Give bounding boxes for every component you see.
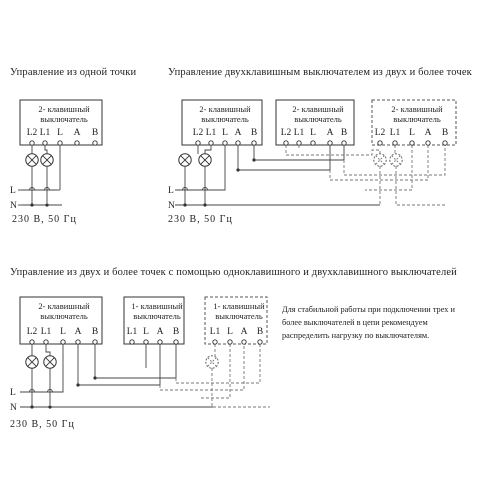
terminal-circle	[311, 141, 315, 145]
terminal-circle	[342, 141, 346, 145]
terminal-label: A	[156, 327, 164, 337]
terminal-circle	[130, 340, 134, 344]
junction-dot	[252, 158, 255, 161]
switch-title: выключатель	[201, 114, 249, 124]
wire	[212, 368, 270, 407]
note-line-1: Для стабильной работы при подключении трех и	[282, 305, 455, 314]
terminal-label: L	[143, 327, 149, 337]
terminal-label: L2	[192, 128, 204, 138]
terminal-label: L1	[39, 128, 51, 138]
terminal-label: L1	[209, 327, 221, 337]
terminal-circle	[93, 141, 97, 145]
terminal-circle	[76, 340, 80, 344]
terminal-label: L	[310, 128, 316, 138]
terminal-label: L	[57, 128, 63, 138]
terminal-label: B	[340, 128, 348, 138]
phase-label: L	[168, 186, 174, 196]
note-line-2: более выключателей в цепи рекомендуем	[282, 318, 428, 327]
terminal-label: L	[227, 327, 233, 337]
wire	[238, 145, 330, 170]
terminal-label: B	[91, 327, 99, 337]
terminal-label: A	[73, 128, 81, 138]
switch-title: 2- клавишный	[38, 301, 90, 311]
junction-dot	[93, 376, 96, 379]
lamp-icon	[206, 356, 218, 368]
lamp-icon	[390, 154, 402, 166]
wire	[45, 145, 47, 154]
voltage-label: 230 В, 50 Гц	[12, 214, 77, 225]
terminal-circle	[30, 141, 34, 145]
terminal-circle	[242, 340, 246, 344]
terminal-circle	[158, 340, 162, 344]
terminal-label: A	[240, 327, 248, 337]
wire	[78, 344, 160, 385]
terminal-label: L	[409, 128, 415, 138]
terminal-circle	[44, 340, 48, 344]
wire	[175, 145, 225, 190]
wire	[365, 145, 412, 190]
voltage-label: 230 В, 50 Гц	[10, 419, 75, 430]
switch-title: 1- клавишный	[213, 301, 265, 311]
terminal-label: L2	[26, 128, 38, 138]
terminal-label: L1	[205, 128, 217, 138]
voltage-label: 230 В, 50 Гц	[168, 214, 233, 225]
terminal-circle	[410, 141, 414, 145]
switch-title: 2- клавишный	[38, 104, 90, 114]
wire	[286, 145, 380, 155]
terminal-circle	[328, 141, 332, 145]
terminal-label: B	[250, 128, 258, 138]
terminal-label: L1	[293, 128, 305, 138]
note-line-3: распределить нагрузку по выключателям.	[282, 331, 430, 340]
terminal-label: B	[91, 128, 99, 138]
wire	[396, 166, 445, 205]
terminal-circle	[297, 141, 301, 145]
switch-title: выключатель	[40, 311, 88, 321]
terminal-circle	[93, 340, 97, 344]
terminal-circle	[174, 340, 178, 344]
terminal-circle	[378, 141, 382, 145]
wire	[46, 344, 50, 356]
terminal-circle	[284, 141, 288, 145]
terminal-circle	[443, 141, 447, 145]
junction-dot	[30, 405, 33, 408]
junction-dot	[203, 203, 206, 206]
terminal-label: B	[172, 327, 180, 337]
neutral-label: N	[168, 201, 175, 211]
heading-combined: Управление из двух и более точек с помощью одноклавишного и двухклавишного выключателей	[10, 267, 457, 278]
terminal-circle	[196, 141, 200, 145]
terminal-circle	[236, 141, 240, 145]
heading-single-point: Управление из одной точки	[10, 67, 137, 78]
terminal-circle	[209, 141, 213, 145]
terminal-label: L2	[26, 327, 38, 337]
phase-label: L	[10, 388, 16, 398]
terminal-label: A	[326, 128, 334, 138]
phase-label: L	[10, 186, 16, 196]
terminal-label: B	[441, 128, 449, 138]
terminal-circle	[43, 141, 47, 145]
terminal-label: L1	[389, 128, 401, 138]
switch-title: выключатель	[215, 311, 263, 321]
terminal-circle	[75, 141, 79, 145]
terminal-label: B	[256, 327, 264, 337]
switch-title: 1- клавишный	[131, 301, 183, 311]
wire	[20, 344, 63, 392]
junction-dot	[48, 405, 51, 408]
neutral-label: N	[10, 201, 17, 211]
terminal-label: A	[74, 327, 82, 337]
terminal-circle	[228, 340, 232, 344]
junction-dot	[183, 203, 186, 206]
switch-title: 2- клавишный	[199, 104, 251, 114]
wire	[205, 145, 211, 154]
neutral-label: N	[10, 403, 17, 413]
switch-title: выключатель	[40, 114, 88, 124]
terminal-circle	[426, 141, 430, 145]
terminal-label: L	[60, 327, 66, 337]
terminal-label: L1	[40, 327, 52, 337]
terminal-label: L2	[280, 128, 292, 138]
terminal-circle	[213, 340, 217, 344]
terminal-label: A	[424, 128, 432, 138]
terminal-label: L2	[374, 128, 386, 138]
terminal-circle	[252, 141, 256, 145]
terminal-label: L	[222, 128, 228, 138]
terminal-circle	[61, 340, 65, 344]
switch-title: выключатель	[133, 311, 181, 321]
terminal-circle	[144, 340, 148, 344]
wire	[95, 344, 176, 378]
switch-title: выключатель	[294, 114, 342, 124]
terminal-label: L1	[126, 327, 138, 337]
heading-two-key-multi-point: Управление двухклавишным выключателем из двух и более точек	[168, 67, 472, 78]
junction-dot	[30, 203, 33, 206]
terminal-circle	[258, 340, 262, 344]
junction-dot	[76, 383, 79, 386]
switch-title: выключатель	[393, 114, 441, 124]
terminal-label: A	[234, 128, 242, 138]
switch-title: 2- клавишный	[391, 104, 443, 114]
switch-title: 2- клавишный	[292, 104, 344, 114]
terminal-circle	[30, 340, 34, 344]
junction-dot	[236, 168, 239, 171]
lamp-icon	[374, 154, 386, 166]
terminal-circle	[223, 141, 227, 145]
terminal-circle	[393, 141, 397, 145]
terminal-circle	[58, 141, 62, 145]
junction-dot	[45, 203, 48, 206]
